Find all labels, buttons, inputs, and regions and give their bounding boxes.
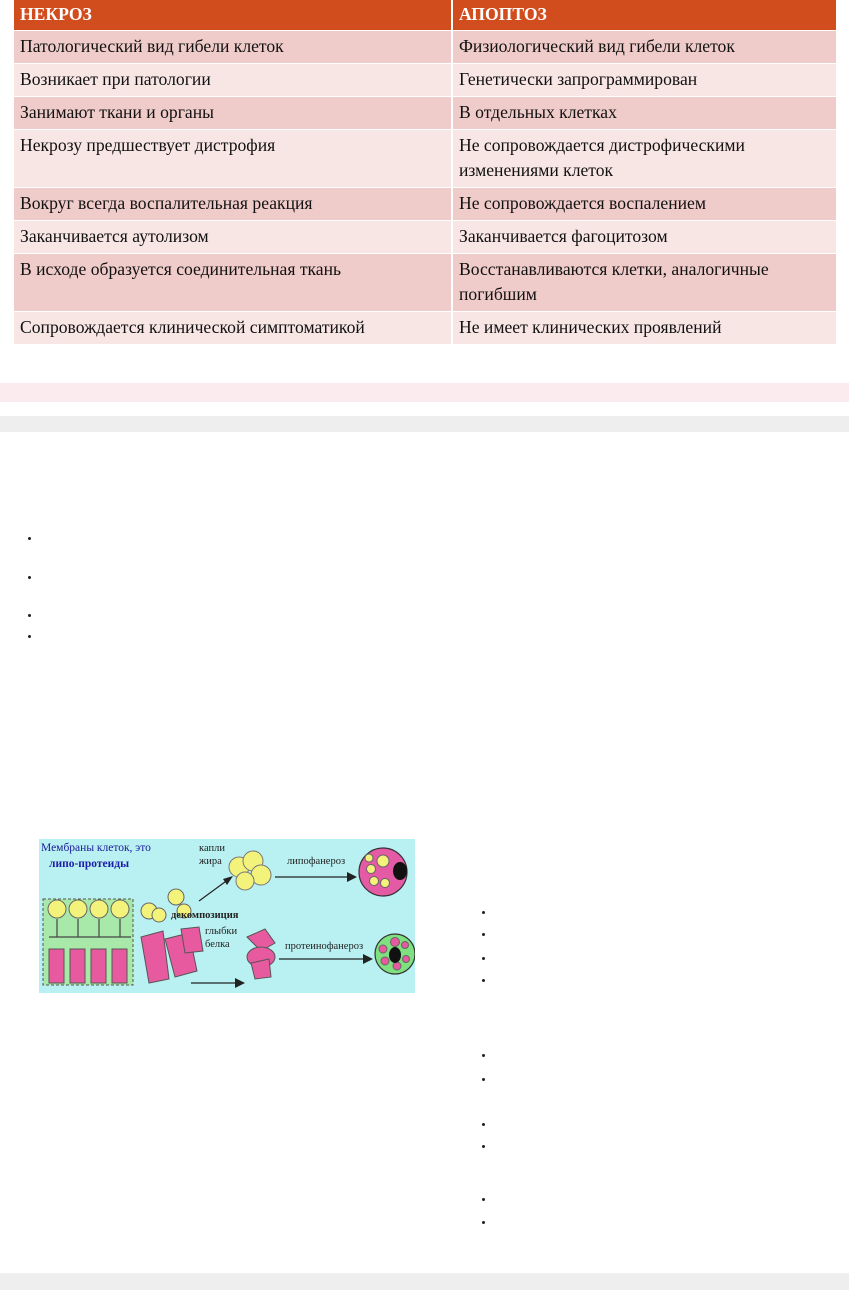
protein-bar: [112, 949, 127, 983]
protein-bar: [91, 949, 106, 983]
bullet-marker: [28, 537, 31, 540]
necrosis-cell: Некрозу предшествует дистрофия: [14, 130, 453, 188]
necrosis-cell: В исходе образуется соединительная ткань: [14, 254, 453, 312]
lipoproteins-label: липо-протеиды: [49, 858, 130, 870]
table-row: [14, 64, 836, 97]
free-lipid: [168, 889, 184, 905]
apoptosis-cell: Заканчивается фагоцитозом: [453, 221, 836, 254]
table-row: [14, 130, 836, 188]
bullet-marker: [482, 1078, 485, 1081]
lipid-head: [48, 900, 66, 918]
lipophanerosis-proteinophanerosis-illustration: [39, 839, 415, 993]
table-header-row: [14, 0, 836, 31]
membranes-label: Мембраны клеток, это: [41, 842, 151, 854]
lipophanerosis-label: липофанероз: [287, 856, 346, 867]
header-apoptosis: АПОПТОЗ: [453, 0, 836, 31]
necrosis-apoptosis-table: [14, 0, 836, 345]
gray-divider-band: [0, 416, 849, 432]
bullet-marker: [482, 1221, 485, 1224]
table-row: [14, 31, 836, 64]
apoptosis-cell: В отдельных клетках: [453, 97, 836, 130]
apoptosis-cell: Не имеет клинических проявлений: [453, 312, 836, 345]
bullet-marker: [28, 576, 31, 579]
free-lipid: [152, 908, 166, 922]
bullet-marker: [482, 1054, 485, 1057]
apoptosis-cell: Генетически запрограммирован: [453, 64, 836, 97]
bullet-marker: [482, 1198, 485, 1201]
necrosis-cell: Вокруг всегда воспалительная реакция: [14, 188, 453, 221]
table-row: [14, 254, 836, 312]
table-row: [14, 97, 836, 130]
table-row: [14, 221, 836, 254]
bullet-marker: [482, 933, 485, 936]
bullet-marker: [482, 957, 485, 960]
protein-clumps-label-1: глыбки: [205, 926, 238, 937]
apoptosis-cell: Восстанавливаются клетки, аналогичные погибшим: [453, 254, 836, 312]
necrosis-cell: Возникает при патологии: [14, 64, 453, 97]
table-row: [14, 188, 836, 221]
protein-bar: [49, 949, 64, 983]
bullet-marker: [482, 911, 485, 914]
lipid-head: [111, 900, 129, 918]
apoptosis-cell: Не сопровождается дистрофическими изменениями клеток: [453, 130, 836, 188]
necrosis-cell: Заканчивается аутолизом: [14, 221, 453, 254]
apoptosis-cell: Физиологический вид гибели клеток: [453, 31, 836, 64]
gray-footer-band: [0, 1273, 849, 1290]
decomposition-label: декомпозиция: [171, 910, 239, 921]
lipid-head: [90, 900, 108, 918]
lipid-head: [69, 900, 87, 918]
fat-drops-label-2: жира: [199, 856, 222, 867]
proteinophanerosis-label: протеинофанероз: [285, 941, 364, 952]
protein-bar: [70, 949, 85, 983]
bullet-marker: [28, 635, 31, 638]
table-row: [14, 312, 836, 345]
necrosis-cell: Патологический вид гибели клеток: [14, 31, 453, 64]
protein-clumps-label-2: белка: [205, 939, 230, 950]
bullet-marker: [28, 614, 31, 617]
necrosis-cell: Занимают ткани и органы: [14, 97, 453, 130]
bullet-marker: [482, 979, 485, 982]
necrosis-cell: Сопровождается клинической симптоматикой: [14, 312, 453, 345]
bullet-marker: [482, 1145, 485, 1148]
pink-divider-band: [0, 383, 849, 402]
apoptosis-cell: Не сопровождается воспалением: [453, 188, 836, 221]
header-necrosis: НЕКРОЗ: [14, 0, 453, 31]
fat-drops-label-1: капли: [199, 843, 225, 854]
bullet-marker: [482, 1123, 485, 1126]
